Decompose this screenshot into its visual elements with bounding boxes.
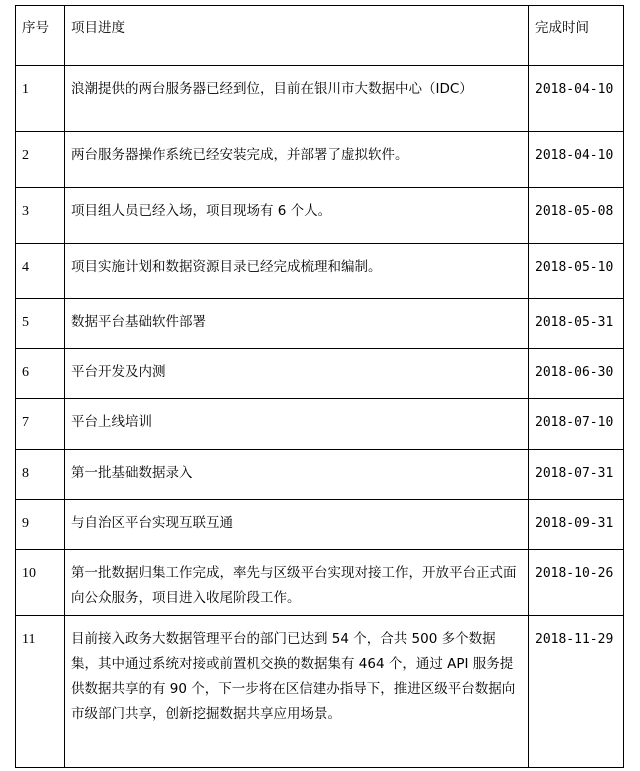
row-number: 8 — [16, 450, 65, 500]
row-number: 9 — [16, 500, 65, 550]
row-date: 2018-07-31 — [529, 450, 624, 500]
row-progress: 项目实施计划和数据资源目录已经完成梳理和编制。 — [65, 244, 529, 299]
row-date: 2018-09-31 — [529, 500, 624, 550]
row-number: 10 — [16, 550, 65, 616]
row-number: 6 — [16, 349, 65, 399]
row-progress: 数据平台基础软件部署 — [65, 299, 529, 349]
row-date: 2018-04-10 — [529, 132, 624, 188]
row-progress: 平台开发及内测 — [65, 349, 529, 399]
table-row — [16, 616, 624, 768]
row-date: 2018-06-30 — [529, 349, 624, 399]
row-progress: 第一批数据归集工作完成，率先与区级平台实现对接工作，开放平台正式面向公众服务，项目进入收尾阶段工作。 — [65, 550, 529, 616]
row-progress: 与自治区平台实现互联互通 — [65, 500, 529, 550]
row-number: 1 — [16, 66, 65, 132]
row-progress: 目前接入政务大数据管理平台的部门已达到 54 个，合共 500 多个数据集，其中通过系统对接或前置机交换的数据集有 464 个，通过 API 服务提供数据共享的有 90 个，下一步将在区信建办指导下，推进区级平台数据向市级部门共享，创新挖掘数据共享应用场景。 — [65, 616, 529, 768]
row-progress: 平台上线培训 — [65, 399, 529, 450]
row-number: 4 — [16, 244, 65, 299]
row-progress: 第一批基础数据录入 — [65, 450, 529, 500]
row-number: 5 — [16, 299, 65, 349]
project-progress-table — [15, 5, 624, 768]
row-number: 11 — [16, 616, 65, 768]
table-row — [16, 399, 624, 450]
header-serial-number: 序号 — [16, 6, 65, 66]
table-row — [16, 66, 624, 132]
row-progress: 浪潮提供的两台服务器已经到位，目前在银川市大数据中心（IDC） — [65, 66, 529, 132]
row-number: 2 — [16, 132, 65, 188]
table-row — [16, 188, 624, 244]
row-date: 2018-10-26 — [529, 550, 624, 616]
table-row — [16, 132, 624, 188]
table-row — [16, 550, 624, 616]
row-progress: 项目组人员已经入场，项目现场有 6 个人。 — [65, 188, 529, 244]
row-progress: 两台服务器操作系统已经安装完成，并部署了虚拟软件。 — [65, 132, 529, 188]
table-row — [16, 349, 624, 399]
row-number: 7 — [16, 399, 65, 450]
table-row — [16, 500, 624, 550]
row-date: 2018-05-10 — [529, 244, 624, 299]
table-row — [16, 299, 624, 349]
table-row — [16, 244, 624, 299]
header-completion-date: 完成时间 — [529, 6, 624, 66]
row-number: 3 — [16, 188, 65, 244]
table-row — [16, 450, 624, 500]
row-date: 2018-07-10 — [529, 399, 624, 450]
row-date: 2018-05-08 — [529, 188, 624, 244]
header-progress: 项目进度 — [65, 6, 529, 66]
table-header-row — [16, 6, 624, 66]
row-date: 2018-05-31 — [529, 299, 624, 349]
row-date: 2018-11-29 — [529, 616, 624, 768]
row-date: 2018-04-10 — [529, 66, 624, 132]
